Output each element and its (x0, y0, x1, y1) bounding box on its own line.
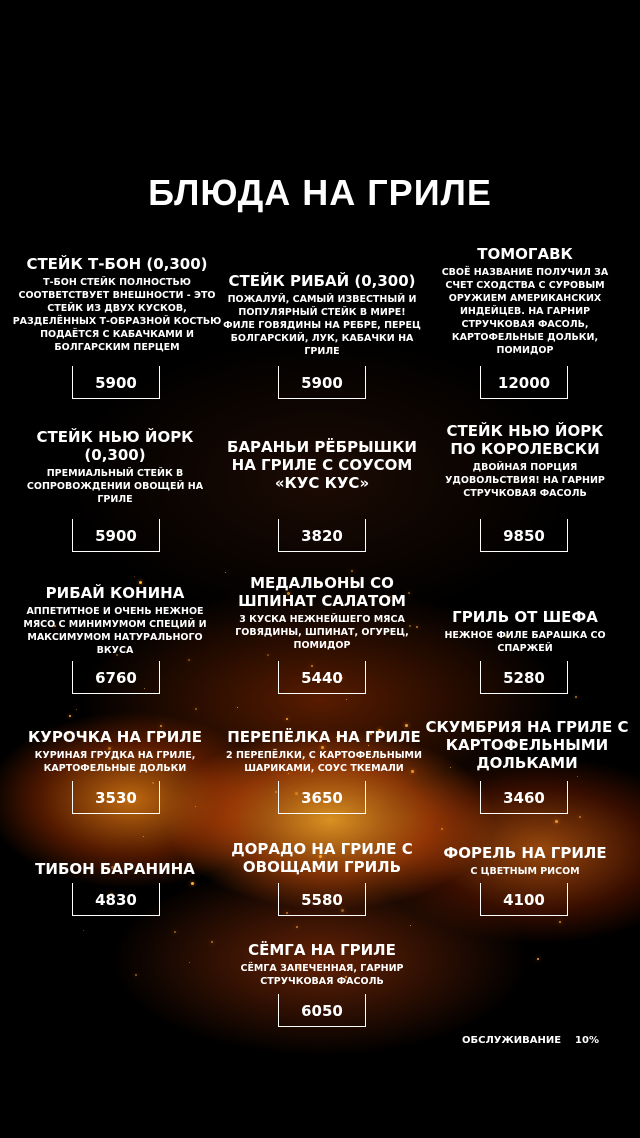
item-name: СТЕЙК НЬЮ ЙОРК (0,300) (36, 428, 194, 464)
menu-item (422, 718, 632, 772)
spark (135, 974, 137, 976)
item-price: 9850 (480, 519, 568, 552)
spark (195, 708, 197, 710)
item-desc: КУРИНАЯ ГРУДКА НА ГРИЛЕ, КАРТОФЕЛЬНЫЕ ДОЛЬКИ (34, 750, 196, 774)
item-desc: СВОЁ НАЗВАНИЕ ПОЛУЧИЛ ЗА СЧЕТ СХОДСТВА С СУРОВЫМ ОРУЖИЕМ АМЕРИКАНСКИХ ИНДЕЙЦЕВ. НА ГАРНИР СТРУЧКОВАЯ ФАСОЛЬ, КАРТОФЕЛЬНЫЕ ДОЛЬКИ, ПОМИДОР (441, 267, 609, 356)
spark (579, 816, 581, 818)
item-price: 4100 (480, 883, 568, 916)
item-name: ТОМОГАВК (477, 245, 573, 263)
item-name: СЁМГА НА ГРИЛЕ (248, 941, 396, 959)
page-title: БЛЮДА НА ГРИЛЕ (148, 172, 492, 213)
spark (225, 572, 226, 573)
item-price: 3650 (278, 781, 366, 814)
spark (237, 707, 238, 708)
spark (346, 699, 347, 700)
item-name: СТЕЙК НЬЮ ЙОРК ПО КОРОЛЕВСКИ (446, 422, 604, 458)
menu-item (25, 428, 205, 506)
item-price: 5440 (278, 661, 366, 694)
item-price: 4830 (72, 883, 160, 916)
bottom-band (0, 1070, 640, 1138)
spark (189, 962, 190, 963)
menu-item (222, 574, 422, 652)
item-name: БАРАНЬИ РЁБРЫШКИ НА ГРИЛЕ С СОУСОМ «КУС КУС» (227, 438, 417, 492)
spark (76, 709, 77, 710)
spark (559, 921, 561, 923)
spark (286, 718, 288, 720)
service-charge (462, 1035, 613, 1046)
item-name: ПЕРЕПЁЛКА НА ГРИЛЕ (227, 728, 421, 746)
item-desc: ДВОЙНАЯ ПОРЦИЯ УДОВОЛЬСТВИЯ! НА ГАРНИР СТРУЧКОВАЯ ФАСОЛЬ (445, 462, 605, 499)
spark (577, 776, 578, 777)
item-price: 5580 (278, 883, 366, 916)
menu-item (222, 941, 422, 988)
spark (441, 828, 443, 830)
item-price: 3820 (278, 519, 366, 552)
item-price: 3460 (480, 781, 568, 814)
spark (83, 930, 84, 931)
item-name: ДОРАДО НА ГРИЛЕ С ОВОЩАМИ ГРИЛЬ (231, 840, 413, 876)
item-price: 5900 (278, 366, 366, 399)
menu-item (12, 255, 222, 354)
item-desc: АППЕТИТНОЕ И ОЧЕНЬ НЕЖНОЕ МЯСО С МИНИМУМОМ СПЕЦИЙ И МАКСИМУМОМ НАТУРАЛЬНОГО ВКУСА (23, 606, 207, 656)
item-desc: С ЦВЕТНЫМ РИСОМ (470, 866, 580, 877)
spark (143, 836, 144, 837)
item-name: РИБАЙ КОНИНА (45, 584, 185, 602)
item-desc: ПРЕМИАЛЬНЫЙ СТЕЙК В СОПРОВОЖДЕНИИ ОВОЩЕЙ НА ГРИЛЕ (26, 468, 204, 505)
menu-item (440, 608, 610, 655)
item-desc: 3 КУСКА НЕЖНЕЙШЕГО МЯСА ГОВЯДИНЫ, ШПИНАТ, ОГУРЕЦ, ПОМИДОР (235, 614, 409, 651)
spark (69, 715, 71, 717)
item-price: 5280 (480, 661, 568, 694)
menu-item (222, 840, 422, 876)
spark (188, 659, 190, 661)
menu-item (440, 245, 610, 357)
item-name: СТЕЙК Т-БОН (0,300) (26, 255, 208, 273)
item-price: 6050 (278, 994, 366, 1027)
menu-item (218, 728, 430, 775)
menu-item (22, 728, 208, 775)
item-price: 3530 (72, 781, 160, 814)
spark (405, 724, 408, 727)
spark (211, 941, 213, 943)
spark (160, 725, 162, 727)
service-label: ОБСЛУЖИВАНИЕ (462, 1035, 562, 1046)
item-name: СТЕЙК РИБАЙ (0,300) (228, 272, 416, 290)
spark (351, 570, 353, 572)
item-price: 5900 (72, 366, 160, 399)
item-desc: 2 ПЕРЕПЁЛКИ, С КАРТОФЕЛЬНЫМИ ШАРИКАМИ, СОУС ТКЕМАЛИ (226, 750, 422, 774)
item-name: ТИБОН БАРАНИНА (35, 860, 195, 878)
item-desc: Т-БОН СТЕЙК ПОЛНОСТЬЮ СООТВЕТСТВУЕТ ВНЕШНОСТИ - ЭТО СТЕЙК ИЗ ДВУХ КУСКОВ, РАЗДЕЛЁННЫХ Т-ОБРАЗНОЙ КОСТЬЮ ПОДАЁТСЯ С КАБАЧКАМИ И БОЛГАРСКИМ ПЕРЦЕМ (12, 277, 222, 353)
menu-item (22, 584, 208, 657)
menu-item (222, 438, 422, 492)
item-price: 6760 (72, 661, 160, 694)
menu-item (440, 422, 610, 500)
item-desc: СЁМГА ЗАПЕЧЕННАЯ, ГАРНИР СТРУЧКОВАЯ ФАСОЛЬ (240, 963, 404, 987)
spark (195, 806, 196, 807)
spark (134, 576, 135, 577)
service-value: 10% (575, 1035, 599, 1046)
spark (267, 654, 269, 656)
item-name: ФОРЕЛЬ НА ГРИЛЕ (443, 844, 607, 862)
item-name: КУРОЧКА НА ГРИЛЕ (28, 728, 202, 746)
spark (275, 791, 277, 793)
spark (174, 931, 176, 933)
spark (575, 696, 577, 698)
menu-item (222, 272, 422, 358)
item-name: ГРИЛЬ ОТ ШЕФА (452, 608, 598, 626)
menu-item (440, 844, 610, 878)
spark (555, 820, 558, 823)
item-price: 12000 (480, 366, 568, 399)
menu-item (22, 860, 208, 878)
item-desc: НЕЖНОЕ ФИЛЕ БАРАШКА СО СПАРЖЕЙ (444, 630, 606, 654)
spark (537, 958, 539, 960)
item-price: 5900 (72, 519, 160, 552)
spark (410, 925, 411, 926)
item-desc: ПОЖАЛУЙ, САМЫЙ ИЗВЕСТНЫЙ И ПОПУЛЯРНЫЙ СТЕЙК В МИРЕ! ФИЛЕ ГОВЯДИНЫ НА РЕБРЕ, ПЕРЕЦ БОЛГАРСКИЙ, ЛУК, КАБАЧКИ НА ГРИЛЕ (223, 294, 421, 357)
item-name: СКУМБРИЯ НА ГРИЛЕ С КАРТОФЕЛЬНЫМИ ДОЛЬКАМИ (425, 718, 629, 772)
spark (296, 926, 298, 928)
item-name: МЕДАЛЬОНЫ СО ШПИНАТ САЛАТОМ (238, 574, 406, 610)
spark (191, 882, 194, 885)
